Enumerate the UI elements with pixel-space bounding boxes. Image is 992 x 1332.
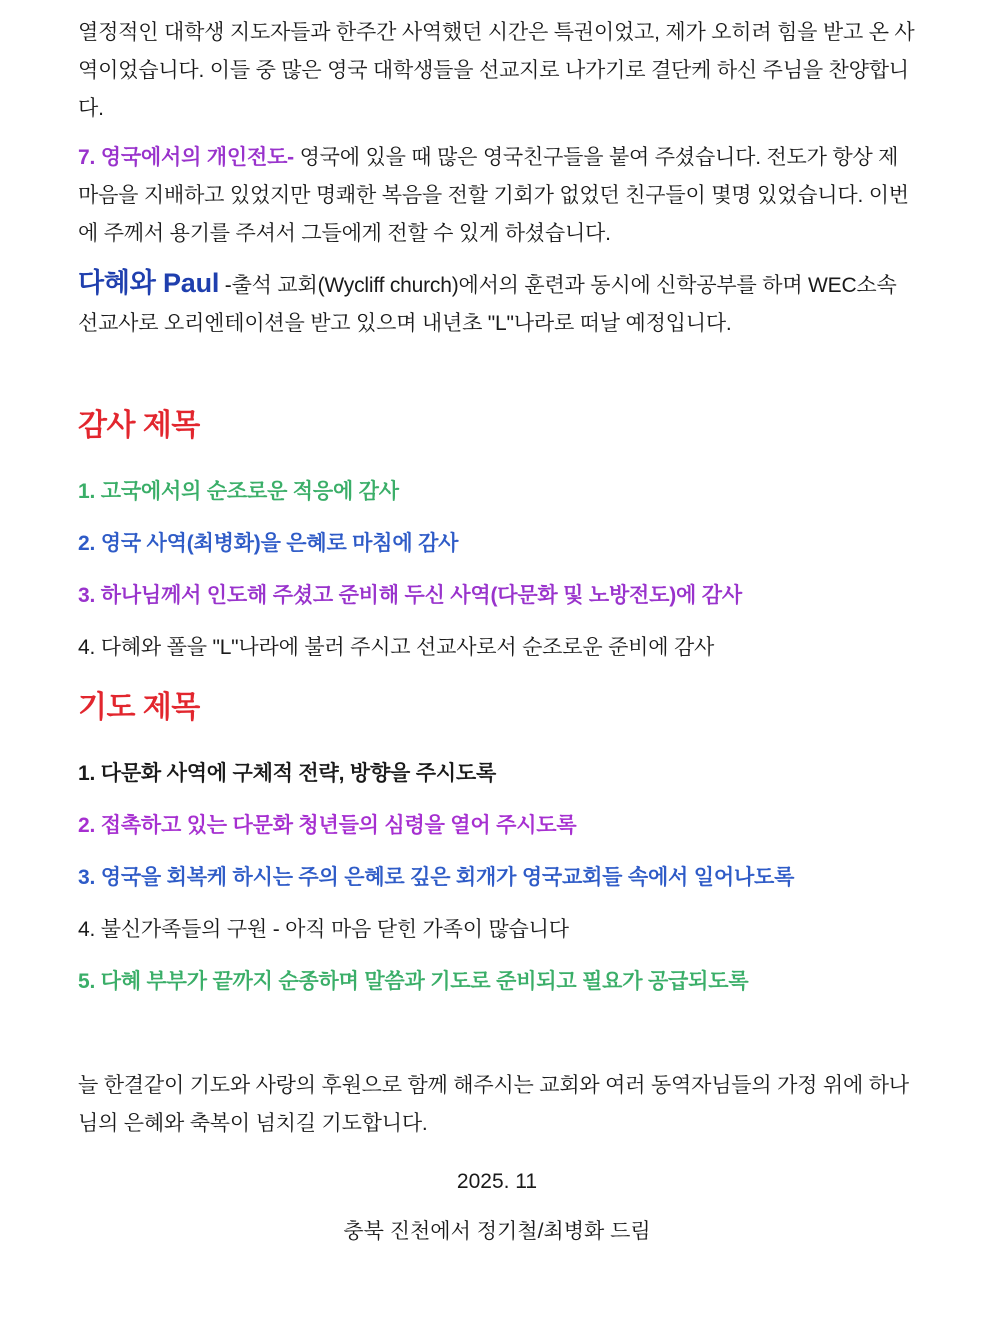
prayer-item: 3. 영국을 회복케 하시는 주의 은혜로 깊은 회개가 영국교회들 속에서 일어나도록: [78, 866, 795, 889]
prayer-item: 4. 불신가족들의 구원 - 아직 마음 닫힌 가족이 많습니다: [78, 918, 569, 941]
item7-lead: 7. 영국에서의 개인전도-: [78, 146, 294, 169]
couple-paragraph: [78, 264, 916, 343]
intro-paragraph: 열정적인 대학생 지도자들과 한주간 사역했던 시간은 특권이었고, 제가 오히려 힘을 받고 온 사역이었습니다. 이들 중 많은 영국 대학생들을 선교지로 나가기로 결단케 하신 주님을 찬양합니다.: [78, 21, 915, 120]
thanks-item: 2. 영국 사역(최병화)을 은혜로 마침에 감사: [78, 532, 459, 555]
item7-paragraph: [78, 139, 916, 253]
thanks-item: 1. 고국에서의 순조로운 적응에 감사: [78, 480, 399, 503]
thanks-item: 4. 다혜와 폴을 "L"나라에 불러 주시고 선교사로서 순조로운 준비에 감사: [78, 636, 715, 659]
couple-lead: 다혜와 Paul: [78, 268, 220, 298]
item7-body: 영국에 있을 때 많은 영국친구들을 붙여 주셨습니다. 전도가 항상 제 마음을 지배하고 있었지만 명쾌한 복음을 전할 기회가 없었던 친구들이 몇명 있었습니다. 이번에 주께서 용기를 주셔서 그들에게 전할 수 있게 하셨습니다.: [78, 146, 909, 245]
prayer-section-title: 기도 제목: [78, 691, 200, 724]
thanks-item: 3. 하나님께서 인도해 주셨고 준비해 두신 사역(다문화 및 노방전도)에 감사: [78, 584, 742, 607]
prayer-item: 2. 접촉하고 있는 다문화 청년들의 심령을 열어 주시도록: [78, 814, 577, 837]
closing-paragraph: 늘 한결같이 기도와 사랑의 후원으로 함께 해주시는 교회와 여러 동역자님들의 가정 위에 하나님의 은혜와 축복이 넘치길 기도합니다.: [78, 1074, 909, 1135]
signature-line: 충북 진천에서 정기철/최병화 드림: [343, 1220, 651, 1243]
prayer-item: 5. 다혜 부부가 끝까지 순종하며 말씀과 기도로 준비되고 필요가 공급되도록: [78, 970, 749, 993]
date-line: 2025. 11: [456, 1170, 538, 1193]
thanks-section-title: 감사 제목: [78, 409, 200, 442]
prayer-item: 1. 다문화 사역에 구체적 전략, 방향을 주시도록: [78, 762, 497, 785]
couple-body: -출석 교회(Wycliff church)에서의 훈련과 동시에 신학공부를 하며 WEC소속 선교사로 오리엔테이션을 받고 있으며 내년초 "L"나라로 떠날 예정입니다.: [78, 274, 897, 335]
